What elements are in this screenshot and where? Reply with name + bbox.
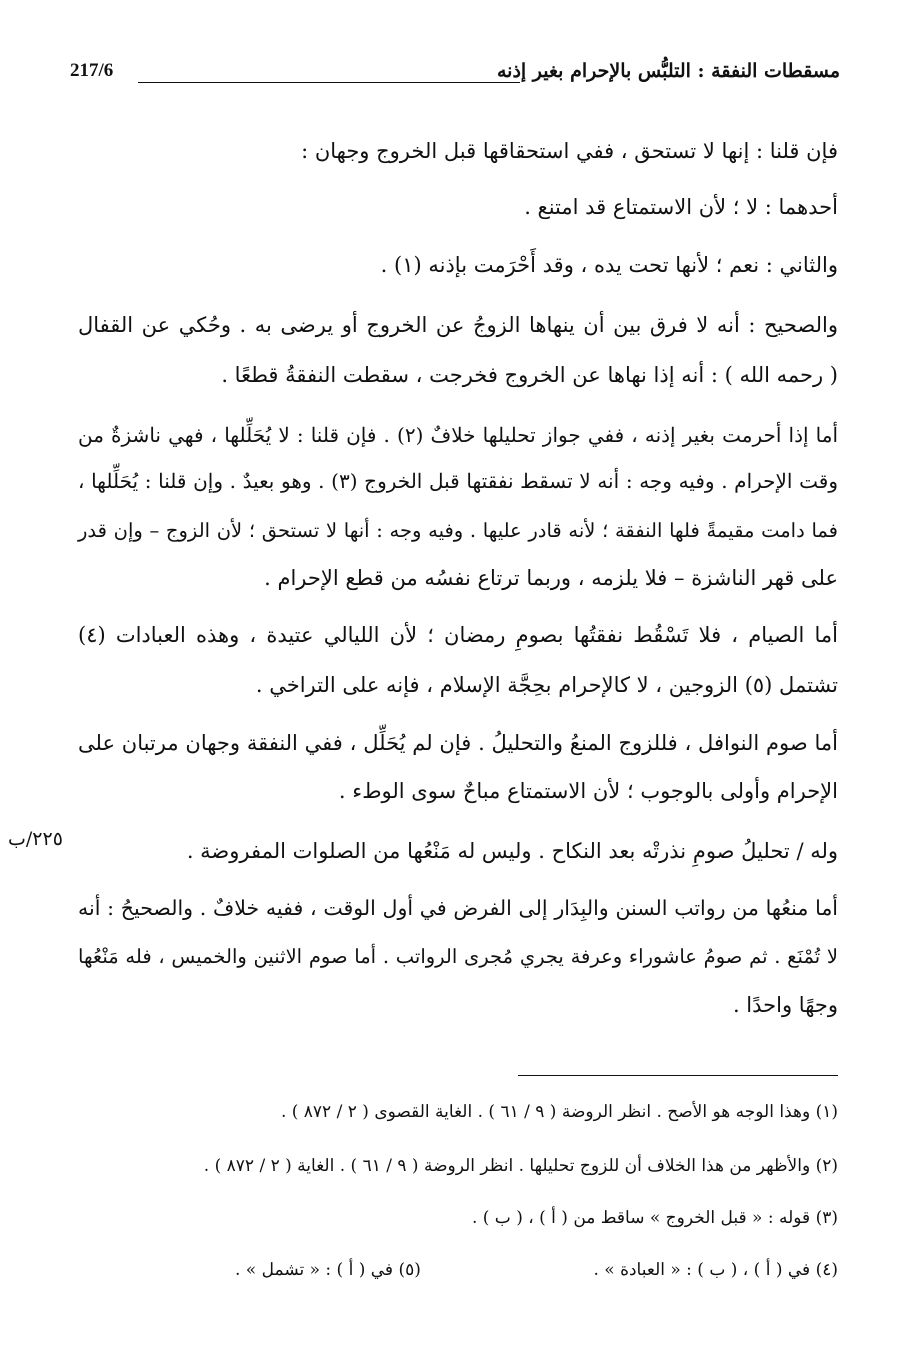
text-line: فإن قلنا : إنها لا تستحق ، ففي استحقاقها قبل الخروج وجهان : bbox=[301, 139, 838, 163]
page-number: 217/6 bbox=[70, 60, 114, 81]
text-line: وله / تحليلُ صومِ نذرتْه بعد النكاح . وليس له مَنْعُها من الصلوات المفروضة . bbox=[186, 839, 838, 863]
header-rule bbox=[138, 82, 520, 83]
text-line: أما إذا أحرمت بغير إذنه ، ففي جواز تحليلها خلافٌ (٢) . فإن قلنا : لا يُحَلِّلها ، فهي ناشزةٌ من bbox=[78, 423, 838, 447]
text-line: لا تُمْنَع . ثم صومُ عاشوراء وعرفة يجري مُجرى الرواتب . أما صوم الاثنين والخميس ، فله مَنْعُها bbox=[78, 945, 838, 968]
footnote: (٢) والأظهر من هذا الخلاف أن للزوج تحليلها . انظر الروضة ( ٩ / ٦١ ) . الغاية ( ٢ / ٨٧٢ ) . bbox=[203, 1156, 838, 1176]
text-line: وجهًا واحدًا . bbox=[732, 993, 838, 1017]
text-line: والصحيح : أنه لا فرق بين أن ينهاها الزوجُ عن الخروج أو يرضى به . وحُكي عن القفال bbox=[78, 313, 838, 337]
footnote: (٤) في ( أ ) ، ( ب ) : « العبادة » . bbox=[593, 1260, 838, 1280]
text-line: والثاني : نعم ؛ لأنها تحت يده ، وقد أَحْرَمت بإذنه (١) . bbox=[380, 253, 838, 277]
footnote-separator bbox=[518, 1075, 838, 1076]
text-line: أما منعُها من رواتب السنن والبِدَار إلى الفرض في أول الوقت ، ففيه خلافٌ . والصحيحُ : أنه bbox=[78, 896, 838, 920]
footnote: (٥) في ( أ ) : « تشمل » . bbox=[235, 1260, 421, 1280]
text-line: على قهر الناشزة – فلا يلزمه ، وربما ترتاع نفسُه من قطع الإحرام . bbox=[264, 566, 838, 590]
text-line: ( رحمه الله ) : أنه إذا نهاها عن الخروج فخرجت ، سقطت النفقةُ قطعًا . bbox=[221, 363, 838, 387]
footnote: (١) وهذا الوجه هو الأصح . انظر الروضة ( ٩ / ٦١ ) . الغاية القصوى ( ٢ / ٨٧٢ ) . bbox=[280, 1102, 838, 1122]
text-line: أما الصيام ، فلا تَسْقُط نفقتُها بصومِ رمضان ؛ لأن الليالي عتيدة ، وهذه العبادات (٤) bbox=[78, 623, 838, 647]
text-line: وقت الإحرام . وفيه وجه : أنه لا تسقط نفقتها قبل الخروج (٣) . وهو بعيدٌ . وإن قلنا : يُحَلِّلها ، bbox=[78, 469, 838, 493]
running-header bbox=[70, 58, 840, 92]
text-line: تشتمل (٥) الزوجين ، لا كالإحرام بحِجَّة الإسلام ، فإنه على التراخي . bbox=[255, 673, 838, 697]
text-line: فما دامت مقيمةً فلها النفقة ؛ لأنه قادر عليها . وفيه وجه : أنها لا تستحق ؛ لأن الزوج – وإن قدر bbox=[78, 519, 838, 542]
footnote: (٣) قوله : « قبل الخروج » ساقط من ( أ ) ، ( ب ) . bbox=[471, 1208, 838, 1228]
text-line: الإحرام وأولى بالوجوب ؛ لأن الاستمتاع مباحٌ سوى الوطء . bbox=[338, 779, 838, 803]
text-line: أحدهما : لا ؛ لأن الاستمتاع قد امتنع . bbox=[524, 195, 838, 219]
text-line: أما صوم النوافل ، فللزوج المنعُ والتحليلُ . فإن لم يُحَلِّل ، ففي النفقة وجهان مرتبان على bbox=[78, 731, 838, 755]
manuscript-folio-marker: ٢٢٥/ب bbox=[8, 828, 63, 850]
header-title: مسقطات النفقة : التلبُّس بالإحرام بغير إذنه bbox=[496, 60, 840, 82]
